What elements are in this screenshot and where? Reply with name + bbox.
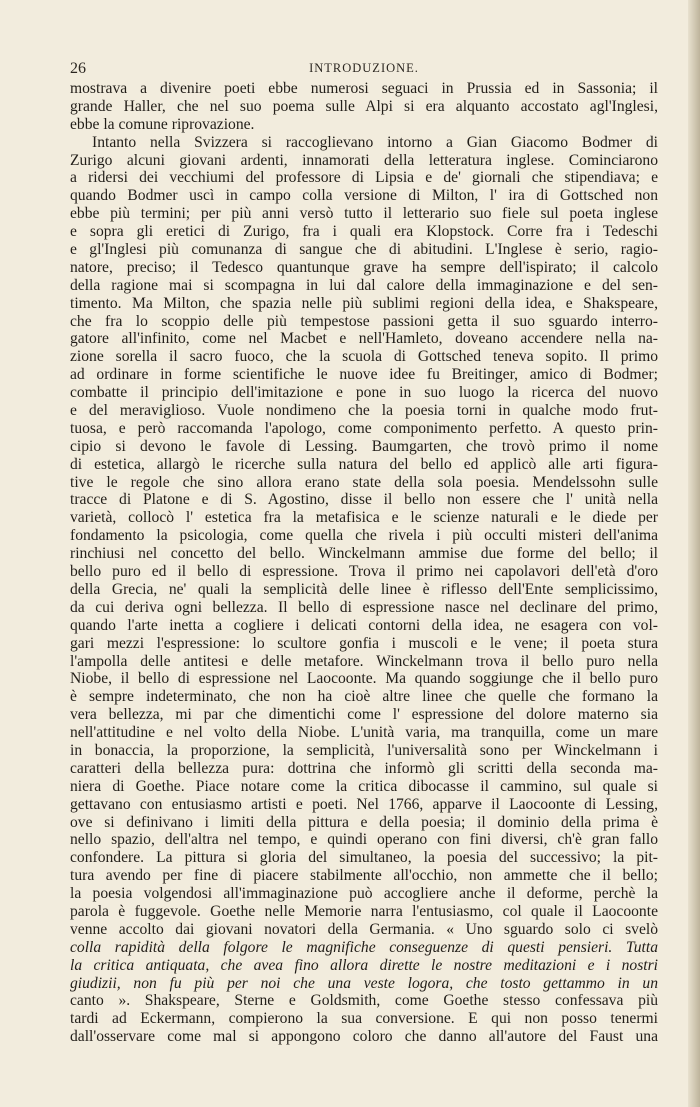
text-line: a ridersi dei vecchiumi del professore di Lipsia e de' giornali che stipendiava; e: [70, 169, 658, 187]
page-number: 26: [70, 60, 86, 77]
text-line: dall'osservare come mal si appongono coloro che danno all'autore del Faust una: [70, 1028, 658, 1046]
text-line: venne accolto dai giovani novatori della Germania. « Uno sguardo solo ci svelò: [70, 920, 658, 938]
text-line: è sempre indeterminato, che non ha cioè altre linee che quelle che formano la: [70, 688, 658, 706]
text-line: canto ». Shakspeare, Sterne e Goldsmith, come Goethe stesso confessava più: [70, 992, 658, 1010]
text-line: zione sorella il sacro fuoco, che la scuola di Gottsched teneva sopito. Il primo: [70, 348, 658, 366]
text-line: tracce di Platone e di S. Agostino, disse il bello non essere che l' unità nella: [70, 491, 658, 509]
text-line: tuosa, e però raccomanda l'apologo, come componimento perfetto. A questo prin-: [70, 419, 658, 437]
text-line: tardi ad Eckermann, compierono la sua conversione. E qui non posso tenermi: [70, 1010, 658, 1028]
text-line: nello spazio, dell'altra nel tempo, e quindi operano con fini diversi, ch'è gran fallo: [70, 831, 658, 849]
text-line: colla rapidità della folgore le magnifiche conseguenze di questi pensieri. Tutta: [70, 938, 658, 956]
text-line: confondere. La pittura si gloria del simultaneo, la poesia del successivo; la pit-: [70, 849, 658, 867]
text-line: di estetica, allargò le ricerche sulla natura del bello ed applicò alle arti figura-: [70, 455, 658, 473]
text-line: tura avendo per fine di piacere stabilmente all'occhio, non ammette che il bello;: [70, 867, 658, 885]
text-line: timento. Ma Milton, che spazia nelle più sublimi regioni della idea, e Shakspeare,: [70, 294, 658, 312]
text-line: cipio si devono le favole di Lessing. Baumgarten, che trovò primo il nome: [70, 437, 658, 455]
body-text: [70, 80, 658, 1046]
text-line: quando l'arte inetta a cogliere i delicati contorni della idea, ne esagera con vol-: [70, 616, 658, 634]
text-line: Zurigo alcuni giovani ardenti, innamorati della letteratura inglese. Cominciarono: [70, 151, 658, 169]
text-line: gari mezzi l'espressione: lo scultore gonfia i muscoli e le vene; il poeta stura: [70, 634, 658, 652]
text-line: giudizii, non fu più per noi che una veste logora, che tosto gettammo in un: [70, 974, 658, 992]
text-line: la critica antiquata, che avea fino allora dirette le nostre meditazioni e i nostri: [70, 956, 658, 974]
text-line: natore, preciso; il Tedesco quantunque grave ha sempre dell'ispirato; il calcolo: [70, 258, 658, 276]
text-line: in bonaccia, la proporzione, la semplicità, l'universalità sono per Winckelmann i: [70, 741, 658, 759]
text-line: quando Bodmer uscì in campo colla versione di Milton, l' ira di Gottsched non: [70, 187, 658, 205]
text-line: caratteri della bellezza pura: dottrina che informò gli scritti della seconda ma-: [70, 759, 658, 777]
text-line: da cui deriva ogni bellezza. Il bello di espressione nasce nel declinare del primo,: [70, 598, 658, 616]
text-line: e gl'Inglesi più comunanza di sangue che di abitudini. L'Inglese è serio, ragio-: [70, 241, 658, 259]
text-line: nell'attitudine e nel volto della Niobe. L'unità varia, ma tranquilla, come un mare: [70, 724, 658, 742]
text-line: Intanto nella Svizzera si raccoglievano intorno a Gian Giacomo Bodmer di: [92, 133, 658, 151]
text-line: e del meraviglioso. Vuole nondimeno che la poesia torni in qualche modo frut-: [70, 402, 658, 420]
text-line: che fra lo scoppio delle più tempestose passioni getta il suo sguardo interro-: [70, 312, 658, 330]
text-line: gettavano con entusiasmo artisti e poeti. Nel 1766, apparve il Laocoonte di Lessing,: [70, 795, 658, 813]
text-line: rinchiusi nel concetto del bello. Winckelmann ammise due forme del bello; il: [70, 545, 658, 563]
text-line: della ragione mai si scompagna in lui dal calore della immaginazione e del sen-: [70, 276, 658, 294]
text-line: parola è fuggevole. Goethe nelle Memorie narra l'entusiasmo, col quale il Laocoonte: [70, 902, 658, 920]
running-title: INTRODUZIONE.: [309, 61, 419, 75]
text-line: l'ampolla delle antitesi e delle metafore. Winckelmann trova il bello puro nella: [70, 652, 658, 670]
text-line: varietà, collocò l' estetica fra la metafisica e le scienze naturali e le diede per: [70, 509, 658, 527]
text-line: niera di Goethe. Piace notare come la critica dibocasse il cammino, sul quale si: [70, 777, 658, 795]
text-line: grande Haller, che nel suo poema sulle Alpi si era alquanto accostato agl'Inglesi,: [70, 97, 658, 115]
text-line: combatte il principio dell'imitazione e pone in suo luogo la ricerca del nuovo: [70, 384, 658, 402]
text-line: gatore all'infinito, come nel Macbet e nell'Hamleto, doveano accendere nella na-: [70, 330, 658, 348]
text-line: vera bellezza, mi par che dimentichi come l' espressione del dolore materno sia: [70, 706, 658, 724]
text-line: mostrava a divenire poeti ebbe numerosi seguaci in Prussia ed in Sassonia; il: [70, 80, 658, 97]
text-line: tive le regole che sino allora erano state della sola poesia. Mendelssohn sulle: [70, 473, 658, 491]
page-gutter-shadow: [688, 0, 700, 1107]
text-line: ad ordinare in forme scientifiche le nuove idee fu Breitinger, amico di Bodmer;: [70, 366, 658, 384]
text-line: ebbe la comune riprovazione.: [70, 115, 255, 133]
text-line: ebbe più termini; per più anni versò tutto il letterario suo fiele sul poeta inglese: [70, 205, 658, 223]
text-line: fondamento la psicologia, come quella che rivela i più occulti misteri dell'anima: [70, 527, 658, 545]
text-line: della Grecia, ne' quali la semplicità delle linee è riflesso dell'Ente semplicissimo,: [70, 580, 658, 598]
text-line: e sopra gli eretici di Zurigo, fra i quali era Klopstock. Corre fra i Tedeschi: [70, 223, 658, 241]
text-line: Niobe, il bello di espressione nel Laocoonte. Ma quando soggiunge che il bello puro: [70, 670, 658, 688]
page-header: [70, 60, 658, 80]
text-line: ove si definivano i limiti della pittura e della poesia; il dominio della prima è: [70, 813, 658, 831]
text-line: bello puro ed il bello di espressione. Trova il primo nei capolavori dell'età d'oro: [70, 563, 658, 581]
text-line: la poesia volgendosi all'immaginazione può accogliere anche il deforme, perchè la: [70, 885, 658, 903]
